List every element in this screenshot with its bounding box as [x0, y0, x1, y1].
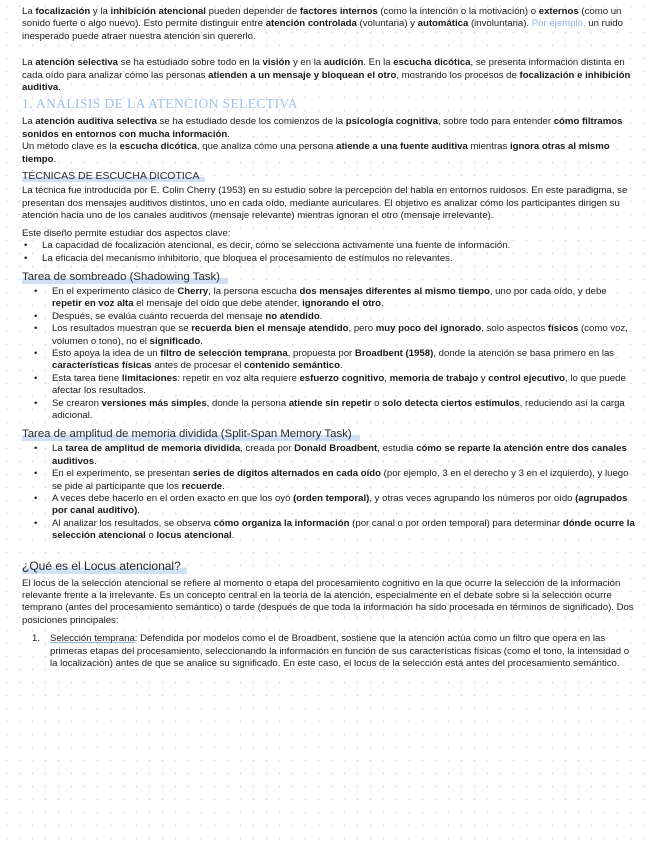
text-run: y la — [90, 6, 111, 17]
text-run: (voluntaria) y — [356, 18, 418, 30]
locus-heading: ¿Qué es el Locus atencional? — [22, 559, 187, 574]
text-run: inhibición atencional — [110, 6, 206, 17]
text-run: control ejecutivo — [488, 372, 565, 384]
text-run: , creada por — [240, 443, 295, 455]
text-run: atienden a un mensaje y bloquean el otro — [208, 69, 397, 81]
text-run: automática — [417, 18, 469, 30]
text-run: contenido semántico — [244, 360, 340, 372]
text-run: dos mensajes diferentes al mismo tiempo — [299, 285, 490, 297]
text-run: Un método clave es la — [22, 141, 120, 153]
text-run: . — [222, 480, 225, 492]
techniques-paragraph-2 — [22, 228, 636, 240]
techniques-list — [22, 240, 636, 265]
list-item — [22, 323, 636, 348]
text-run: series de dígitos alternados en cada oído — [192, 468, 381, 480]
split-span-heading: Tarea de amplitud de memoria dividida (Split-Span Memory Task) — [22, 427, 360, 441]
text-run: (agrupados por canal auditivo) — [52, 493, 628, 517]
intro-paragraph-1 — [22, 6, 636, 43]
text-run: focalización — [35, 6, 91, 17]
text-run: audición — [323, 57, 364, 69]
text-run: . — [58, 82, 61, 94]
text-run: , donde la atención se basa primero en las — [433, 347, 615, 359]
text-run: La — [22, 6, 36, 17]
text-run: dónde ocurre la selección atencional — [52, 517, 635, 542]
list-item — [22, 240, 636, 252]
section1-paragraph-1 — [22, 116, 636, 141]
text-run: , lo que puede afectar los resultados. — [52, 372, 626, 397]
text-run: . — [227, 128, 230, 140]
text-run: focalización e inhibición auditiva — [22, 69, 631, 94]
text-run: memoria de trabajo — [389, 372, 479, 384]
text-run: : Defendida por modelos como el de Broadbent, sostiene que la atención actúa como un filtro que opera en las primeras etapas del procesamiento, seleccionando la información en función de sus características físicas (como el tono, la intensidad o la localización) antes de que se analice su significado. En este caso, el locus de la selección está antes del procesamiento semántico. — [50, 633, 630, 670]
text-run: o — [371, 397, 383, 409]
text-run: se ha estudiado desde los comienzos de la — [156, 116, 346, 128]
text-run: ignorando el otro — [302, 298, 382, 310]
text-run: versiones más simples — [101, 397, 207, 409]
text-run: atención selectiva — [35, 57, 118, 69]
text-run: (como la intención o la motivación) o — [377, 6, 539, 17]
text-run: se ha estudiado sobre todo en la — [118, 57, 263, 69]
text-run: , y otras veces agrupando los números por oído — [369, 493, 576, 504]
text-run: . — [137, 505, 140, 517]
text-run: , donde la persona — [206, 397, 289, 409]
text-run: tarea de amplitud de memoria dividida — [65, 443, 241, 455]
text-run: La — [52, 443, 66, 455]
list-item — [22, 253, 636, 265]
intro-paragraph-2 — [22, 57, 636, 94]
text-run: recuerde — [181, 480, 223, 492]
text-run: locus atencional — [156, 530, 232, 542]
text-run: repetir en voz alta — [52, 298, 134, 310]
text-run: , la persona escucha — [208, 285, 300, 297]
text-run: , que analiza cómo una persona — [196, 141, 337, 153]
list-item — [22, 468, 636, 493]
text-run: . — [231, 530, 235, 542]
list-item — [22, 286, 636, 311]
list-item — [22, 443, 636, 468]
text-run: . — [53, 153, 57, 165]
list-item — [22, 518, 636, 543]
list-item — [22, 311, 636, 323]
text-run: visión — [262, 57, 291, 69]
text-run: ignora otras al mismo tiempo — [22, 141, 610, 165]
list-item — [22, 373, 636, 398]
text-run: (como voz, volumen o tono), no el — [52, 323, 628, 347]
text-run: Este diseño permite estudiar dos aspectos clave: — [22, 227, 231, 239]
text-run: mientras — [467, 141, 510, 153]
text-run: . — [339, 360, 343, 372]
text-run: Broadbent (1958) — [354, 347, 434, 359]
list-number: 1. — [32, 633, 41, 645]
text-run: características físicas — [52, 360, 152, 372]
text-run: y — [478, 372, 489, 384]
text-run: psicología cognitiva — [345, 116, 438, 128]
text-run: La eficacia del mecanismo inhibitorio, que bloquea el procesamiento de estímulos no relevantes. — [42, 252, 453, 264]
text-run: En el experimento clásico de — [52, 285, 178, 297]
text-run: escucha dicótica — [119, 141, 197, 153]
text-run: , sobre todo para entender — [437, 116, 554, 128]
section-heading-selective-attention: 1. ANÁLISIS DE LA ATENCION SELECTIVA — [22, 96, 298, 112]
text-run: o — [145, 530, 157, 542]
split-span-list — [22, 443, 636, 542]
shadowing-list — [22, 286, 636, 422]
list-item — [22, 348, 636, 373]
text-run: atiende sin repetir — [288, 397, 372, 409]
text-run: Después, se evalúa cuánto recuerda del mensaje — [52, 310, 266, 322]
text-run: antes de procesar el — [151, 360, 245, 372]
text-run: (involuntaria). — [468, 18, 532, 30]
text-run: y en la — [290, 57, 324, 69]
text-run: Selección temprana — [50, 633, 135, 645]
text-run: muy poco del ignorado — [375, 323, 482, 335]
text-run: (por ejemplo, 3 en el derecho y 3 en el izquierdo), y luego se pide al participante que los — [52, 468, 629, 492]
text-run: factores internos — [299, 6, 378, 17]
text-run: La capacidad de focalización atencional, es decir, cómo se selecciona activamente una fuente de información. — [42, 240, 511, 252]
text-run: no atendido — [265, 310, 320, 322]
text-run: . — [319, 310, 323, 322]
text-run: . En la — [363, 57, 394, 69]
text-run: cómo se reparte la atención entre dos canales auditivos — [52, 443, 627, 467]
text-run: . — [200, 335, 203, 347]
text-run: atención controlada — [265, 18, 357, 30]
text-run: atención auditiva selectiva — [35, 116, 157, 128]
techniques-heading: TÉCNICAS DE ESCUCHA DICOTICA — [22, 170, 205, 182]
text-run: El locus de la selección atencional se refiere al momento o etapa del procesamiento cognitivo en la que ocurre la selección de la información relevante frente a la irrelevante. Es un concepto central en la teoría de la atención, especialmente en el debate sobre si la selección ocurre temprano (antes del procesamiento semántico) o tarde (después de que toda la información ha sido procesada en términos de significado). Dos posiciones principales: — [22, 577, 634, 626]
list-item — [22, 493, 636, 518]
text-run: pueden depender de — [205, 6, 300, 17]
text-run: Esta tarea tiene — [52, 372, 122, 384]
text-run: , uno por cada oído, y debe — [489, 285, 607, 297]
text-run: Los resultados muestran que se — [52, 323, 192, 335]
text-run: , pero — [348, 323, 376, 335]
text-run: , mostrando los procesos de — [396, 69, 520, 81]
text-run: escucha dicótica — [393, 57, 471, 69]
text-run: Cherry — [177, 285, 209, 297]
text-run: (como un sonido fuerte o algo nuevo). Esto permite distinguir entre — [22, 6, 622, 30]
text-run: , solo aspectos — [481, 323, 548, 335]
text-run: el mensaje del oído que debe atender, — [133, 298, 303, 310]
text-run: cómo filtramos sonidos en entornos con mucha información — [22, 116, 623, 140]
text-run: un ruido inesperado puede atraer nuestra atención sin quererlo. — [22, 18, 623, 42]
text-run: esfuerzo cognitivo — [299, 372, 385, 384]
locus-paragraph — [22, 578, 636, 628]
numbered-list-item — [22, 633, 636, 670]
text-run: Al analizar los resultados, se observa — [52, 517, 214, 529]
text-run: En el experimento, se presentan — [52, 468, 193, 480]
text-run: físicos — [547, 323, 579, 335]
text-run: A veces debe hacerlo en el orden exacto en que los oyó — [52, 493, 294, 504]
text-run: significado — [149, 335, 201, 347]
list-item — [22, 398, 636, 423]
text-run: , — [384, 372, 390, 384]
text-run: Donald Broadbent — [294, 443, 378, 455]
text-run: cómo organiza la información — [213, 517, 350, 529]
shadowing-heading: Tarea de sombreado (Shadowing Task) — [22, 270, 228, 284]
text-run: , propuesta por — [287, 347, 355, 359]
techniques-paragraph-1 — [22, 185, 636, 222]
text-run: limitaciones — [121, 372, 178, 384]
text-run: solo detecta ciertos estímulos — [382, 397, 520, 409]
text-run: filtro de selección temprana — [160, 347, 288, 359]
text-run: La técnica fue introducida por E. Colin Cherry (1953) en su estudio sobre la percepción del habla en entornos ruidosos. En este paradigma, se presentan dos mensajes auditivos distintos, uno en cada oído, mediante auriculares. El objetivo es analizar cómo los participantes dirigen su atención hacia uno de los canales auditivos (mensaje relevante) mientras ignoran el otro (mensaje irrelevante). — [22, 185, 628, 222]
text-run: Por ejemplo, — [531, 18, 586, 30]
text-run: recuerda bien el mensaje atendido — [191, 323, 349, 335]
text-run: externos — [538, 6, 579, 17]
text-run: La — [22, 57, 36, 69]
text-run: Esto apoya la idea de un — [52, 347, 161, 359]
text-run: , reduciendo así la carga adicional. — [52, 397, 625, 421]
text-run: Se crearon — [52, 397, 102, 409]
text-run: . — [94, 455, 97, 467]
text-run: : repetir en voz alta requiere — [177, 372, 300, 384]
text-run: , estudia — [377, 443, 417, 455]
text-run: La — [22, 116, 36, 128]
text-run: atiende a una fuente auditiva — [336, 141, 468, 153]
text-run: (por canal o por orden temporal) para determinar — [349, 517, 563, 529]
section1-paragraph-2 — [22, 141, 636, 166]
locus-numbered-list — [22, 633, 636, 670]
text-run: , se presenta información distinta en cada oído para analizar cómo las personas — [22, 57, 625, 81]
text-run: (orden temporal) — [293, 493, 370, 504]
text-run: . — [381, 298, 384, 310]
